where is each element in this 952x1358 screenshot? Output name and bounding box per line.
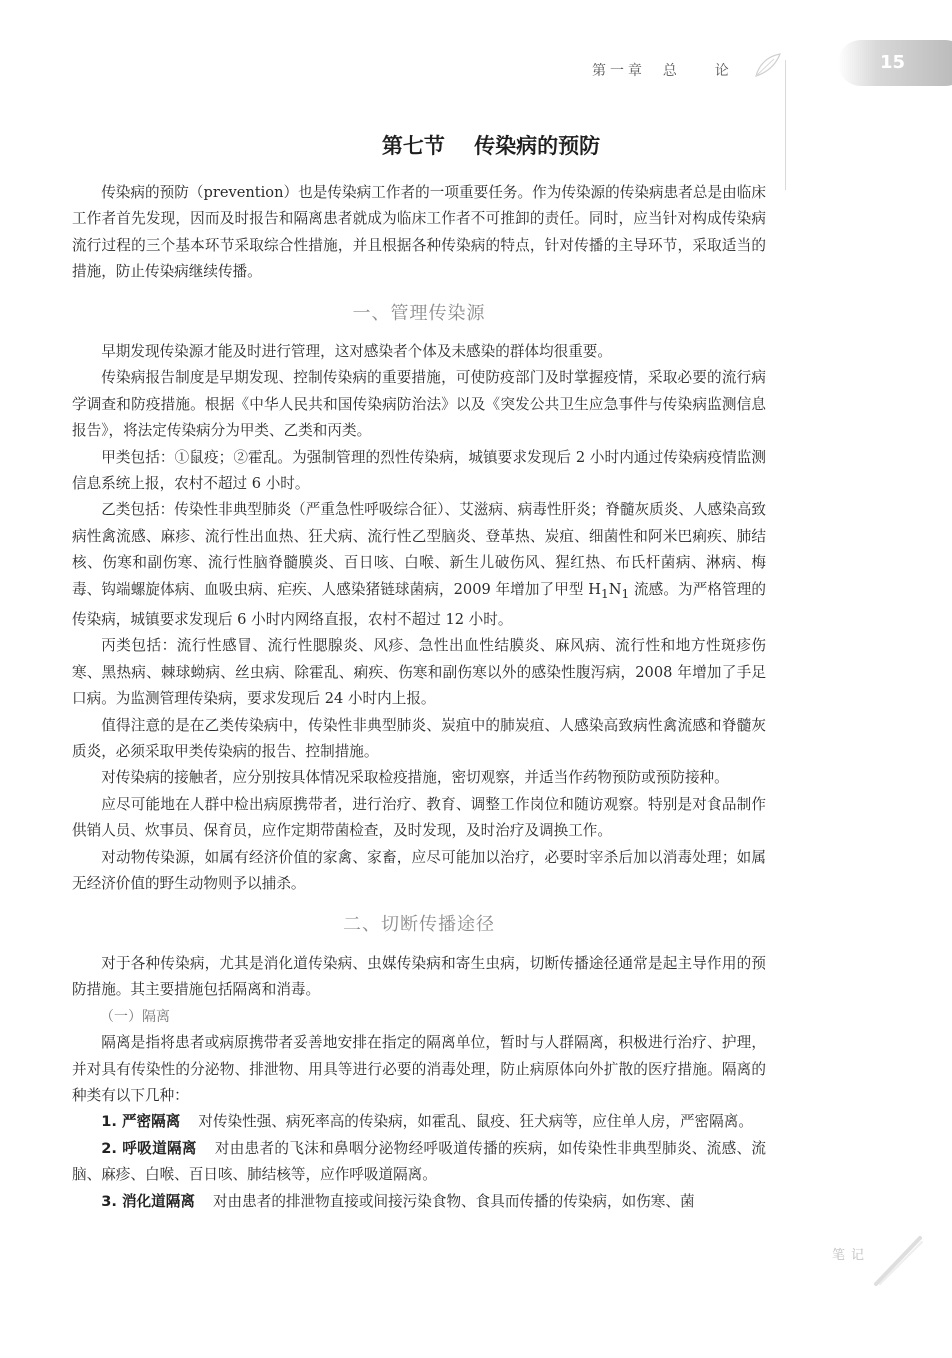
paragraph: 对传染病的接触者，应分别按具体情况采取检疫措施，密切观察，并适当作药物预防或预防接种。 — [101, 769, 729, 787]
paragraph: 值得注意的是在乙类传染病中，传染性非典型肺炎、炭疽中的肺炭疽、人感染高致病性禽流感和脊髓灰质炎，必须采取甲类传染病的报告、控制措施。 — [72, 716, 766, 761]
paragraph: 对于各种传染病，尤其是消化道传染病、虫媒传染病和寄生虫病，切断传播途径通常是起主导作用的预防措施。其主要措施包括隔离和消毒。 — [72, 954, 766, 999]
body-text — [72, 180, 766, 1215]
item-label: 3. 消化道隔离 — [101, 1192, 195, 1210]
item-text: 对由患者的飞沫和鼻咽分泌物经呼吸道传播的疾病，如传染性非典型肺炎、流感、流脑、麻疹、白喉、百日咳、肺结核等，应作呼吸道隔离。 — [72, 1139, 766, 1184]
paragraph: 早期发现传染源才能及时进行管理，这对感染者个体及未感染的群体均很重要。 — [101, 343, 612, 361]
text: 流感。为严格管理的传染病，城镇要求发现后 6 小时内网络直报，农村不超过 12 小时。 — [72, 580, 767, 628]
item-text: 对由患者的排泄物直接或间接污染食物、食具而传播的传染病，如伤寒、菌 — [212, 1192, 695, 1210]
paragraph: 对动物传染源，如属有经济价值的家禽、家畜，应尽可能加以治疗，必要时宰杀后加以消毒处理；如属无经济价值的野生动物则予以捕杀。 — [72, 848, 766, 893]
n-symbol: N — [608, 580, 622, 598]
subheading-isolation: （一）隔离 — [100, 1008, 170, 1025]
n-subscript: 1 — [621, 586, 630, 601]
h-symbol: H — [588, 580, 602, 598]
item-label: 1. 严密隔离 — [101, 1113, 181, 1131]
paragraph: 隔离是指将患者或病原携带者妥善地安排在指定的隔离单位，暂时与人群隔离，积极进行治疗、护理，并对具有传染性的分泌物、排泄物、用具等进行必要的消毒处理，防止病原体向外扩散的医疗措施。隔离的种类有以下几种： — [72, 1034, 766, 1104]
paragraph-class-c: 丙类包括：流行性感冒、流行性腮腺炎、风疹、急性出血性结膜炎、麻风病、流行性和地方性斑疹伤寒、黑热病、棘球蚴病、丝虫病、除霍乱、痢疾、伤寒和副伤寒以外的感染性腹泻病，2008 年增加了手足口病。为监测管理传染病，要求发现后 24 小时内上报。 — [72, 637, 766, 708]
leaf-icon — [752, 50, 782, 80]
paragraph-class-b — [72, 497, 766, 633]
item-label: 2. 呼吸道隔离 — [101, 1139, 197, 1157]
section-title: 第七节 传染病的预防 — [381, 134, 601, 158]
margin-notes-label: 笔记 — [832, 1248, 871, 1263]
item-text: 对传染性强、病死率高的传染病，如霍乱、鼠疫、狂犬病等，应住单人房，严密隔离。 — [198, 1113, 753, 1131]
running-header — [0, 0, 952, 110]
list-item — [72, 1109, 766, 1135]
intro-paragraph: 传染病的预防（prevention）也是传染病工作者的一项重要任务。作为传染源的传染病患者总是由临床工作者首先发现，因而及时报告和隔离患者就成为临床工作者不可推卸的责任。同时，应当针对构成传染病流行过程的三个基本环节采取综合性措施，并且根据各种传染病的特点，针对传播的主导环节，采取适当的措施，防止传染病继续传播。 — [72, 184, 766, 281]
heading-cut-transmission: 二、切断传播途径 — [343, 914, 495, 936]
h-subscript: 1 — [601, 586, 609, 601]
paragraph: 传染病报告制度是早期发现、控制传染病的重要措施，可使防疫部门及时掌握疫情，采取必要的流行病学调查和防疫措施。根据《中华人民共和国传染病防治法》以及《突发公共卫生应急事件与传染病监测信息报告》，将法定传染病分为甲类、乙类和丙类。 — [72, 369, 766, 440]
margin-divider — [785, 60, 786, 190]
pen-icon — [868, 1230, 928, 1290]
paragraph-class-a: 甲类包括：①鼠疫；②霍乱。为强制管理的烈性传染病，城镇要求发现后 2 小时内通过传染病疫情监测信息系统上报，农村不超过 6 小时。 — [72, 448, 766, 493]
chapter-title: 第一章 总 论 — [592, 63, 733, 79]
list-item — [72, 1136, 766, 1189]
list-item — [72, 1189, 766, 1215]
paragraph: 应尽可能地在人群中检出病原携带者，进行治疗、教育、调整工作岗位和随访观察。特别是对食品制作供销人员、炊事员、保育员，应作定期带菌检查，及时发现，及时治疗及调换工作。 — [72, 795, 766, 840]
text: 乙类包括：传染性非典型肺炎（严重急性呼吸综合征）、艾滋病、病毒性肝炎；脊髓灰质炎、人感染高致病性禽流感、麻疹、流行性出血热、狂犬病、流行性乙型脑炎、登革热、炭疽、细菌性和阿米巴痢疾、肺结核、伤寒和副伤寒、流行性脑脊髓膜炎、百日咳、白喉、新生儿破伤风、猩红热、布氏杆菌病、淋病、梅毒、钩端螺旋体病、血吸虫病、疟疾、人感染猪链球菌病，2009 年增加了甲型 — [72, 501, 766, 598]
page-number: 15 — [880, 52, 906, 73]
heading-manage-source: 一、管理传染源 — [352, 302, 486, 324]
